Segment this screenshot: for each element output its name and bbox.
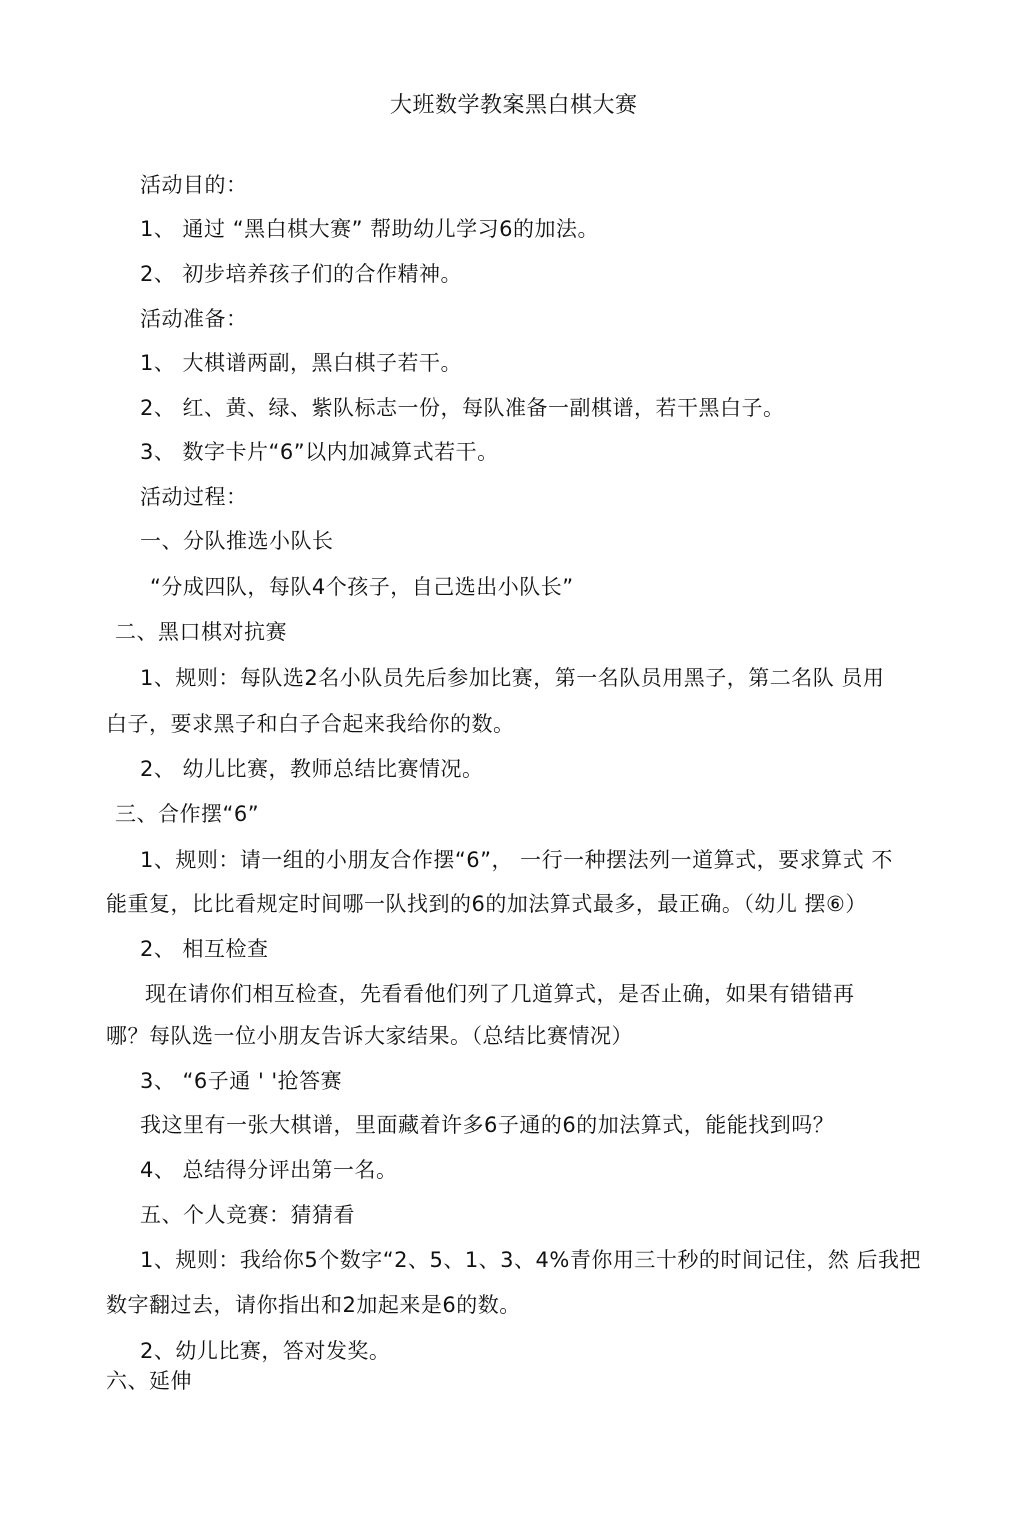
paragraph-line: 白子，要求黑子和白子合起来我给你的数。	[106, 712, 515, 736]
heading-activity-process: 活动过程：	[140, 485, 248, 509]
paragraph-line: 能重复，比比看规定时间哪一队找到的6的加法算式最多，最正确。（幼儿 摆⑥）	[106, 892, 867, 916]
document-title: 大班数学教案黑白棋大赛	[390, 93, 638, 118]
paragraph-line: 4、 总结得分评出第一名。	[140, 1158, 398, 1182]
paragraph-line: 我这里有一张大棋谱，里面藏着许多6子通的6的加法算式，能能找到吗？	[140, 1113, 835, 1137]
heading-activity-prep: 活动准备：	[140, 307, 248, 331]
section-heading: 五、个人竞赛：猜猜看	[140, 1203, 355, 1227]
paragraph-line: 现在请你们相互检查，先看看他们列了几道算式，是否止确，如果有错错再	[145, 982, 855, 1006]
paragraph-line: 1、规则：请一组的小朋友合作摆“6”， 一行一种摆法列一道算式，要求算式 不	[140, 848, 893, 872]
paragraph-line: 2、 红、黄、绿、紫队标志一份，每队准备一副棋谱，若干黑白子。	[140, 396, 785, 420]
paragraph-line: 1、 大棋谱两副，黑白棋子若干。	[140, 351, 463, 375]
heading-activity-goal: 活动目的：	[140, 173, 248, 197]
section-heading: 六、延伸	[106, 1369, 192, 1393]
paragraph-line: 3、 数字卡片“6”以内加减算式若干。	[140, 440, 499, 464]
paragraph-line: 数字翻过去，请你指出和2加起来是6的数。	[106, 1293, 521, 1317]
paragraph-line: 哪？每队选一位小朋友告诉大家结果。（总结比赛情况）	[106, 1024, 633, 1048]
paragraph-line: 2、幼儿比赛，答对发奖。	[140, 1339, 391, 1363]
paragraph-line: “分成四队，每队4个孩子，自己选出小队长”	[150, 575, 574, 599]
paragraph-line: 2、 初步培养孩子们的合作精神。	[140, 262, 463, 286]
paragraph-line: 2、 幼儿比赛，教师总结比赛情况。	[140, 757, 484, 781]
section-heading: 一、分队推选小队长	[140, 529, 334, 553]
paragraph-line: 1、 通过 “黑白棋大赛” 帮助幼儿学习6的加法。	[140, 217, 600, 241]
paragraph-line: 1、规则：我给你5个数字“2、5、1、3、4%青你用三十秒的时间记住，然 后我把	[140, 1248, 922, 1272]
paragraph-line: 3、 “6子通 ' '抢答赛	[140, 1069, 343, 1093]
section-heading: 二、黑口棋对抗赛	[115, 620, 287, 644]
paragraph-line: 1、规则：每队选2名小队员先后参加比赛，第一名队员用黑子，第二名队 员用	[140, 666, 885, 690]
paragraph-line: 2、 相互检查	[140, 937, 269, 961]
section-heading: 三、合作摆“6”	[115, 802, 260, 826]
